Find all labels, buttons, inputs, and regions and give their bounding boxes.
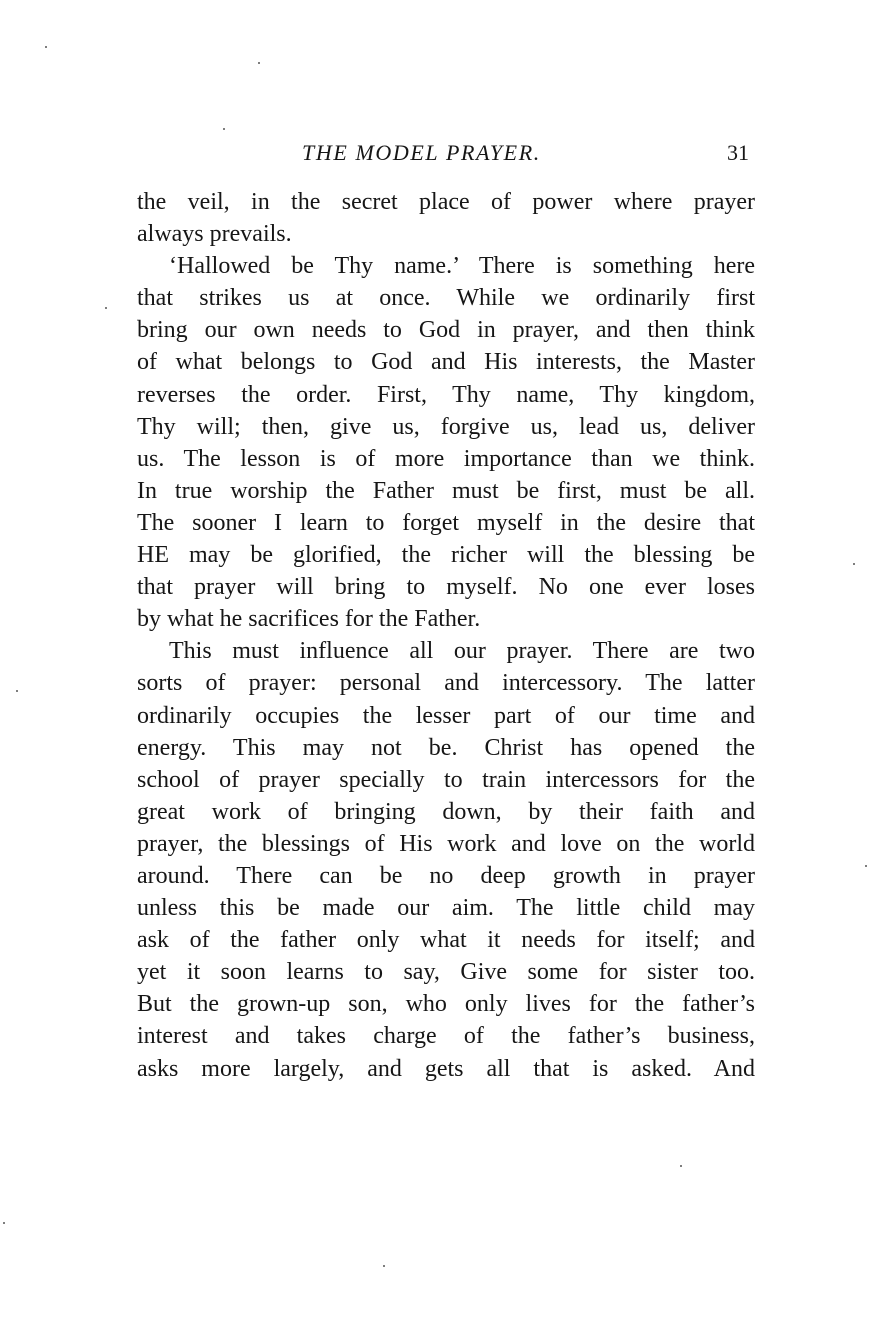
- text-line: sorts of prayer: personal and intercessory. The latter: [137, 670, 755, 697]
- paper-speck: [853, 563, 855, 565]
- body-text: [137, 186, 755, 1085]
- text-line: interest and takes charge of the father’s business,: [137, 1023, 755, 1050]
- text-line: around. There can be no deep growth in prayer: [137, 862, 755, 889]
- text-line: always prevails.: [137, 221, 292, 248]
- text-line: the veil, in the secret place of power where prayer: [137, 189, 755, 215]
- text-line: yet it soon learns to say, Give some for sister too.: [137, 959, 755, 986]
- paper-speck: [680, 1165, 682, 1167]
- text-line: energy. This may not be. Christ has opened the: [137, 734, 755, 761]
- text-line: prayer, the blessings of His work and love on the world: [137, 830, 755, 857]
- text-line: But the grown-up son, who only lives for the father’s: [137, 991, 755, 1018]
- text-line: The sooner I learn to forget myself in the desire that: [137, 509, 755, 536]
- text-line: that strikes us at once. While we ordinarily first: [137, 285, 755, 312]
- text-line: HE may be glorified, the richer will the blessing be: [137, 542, 755, 569]
- text-line: unless this be made our aim. The little child may: [137, 895, 755, 922]
- paper-speck: [45, 46, 47, 48]
- running-header: [137, 140, 751, 170]
- paper-speck: [865, 865, 867, 867]
- text-line: by what he sacrifices for the Father.: [137, 606, 481, 633]
- text-line: This must influence all our prayer. There are two: [169, 638, 755, 665]
- text-line: bring our own needs to God in prayer, and then think: [137, 317, 755, 344]
- paper-speck: [105, 307, 107, 309]
- paper-speck: [258, 62, 260, 64]
- text-line: school of prayer specially to train intercessors for the: [137, 766, 755, 793]
- text-line: ‘Hallowed be Thy name.’ There is something here: [169, 253, 755, 280]
- paper-speck: [383, 1265, 385, 1267]
- paper-speck: [223, 128, 225, 130]
- text-line: ordinarily occupies the lesser part of our time and: [137, 702, 755, 729]
- text-line: Thy will; then, give us, forgive us, lead us, deliver: [137, 413, 755, 440]
- paper-speck: [16, 690, 18, 692]
- text-line: asks more largely, and gets all that is asked. And: [137, 1055, 755, 1082]
- text-line: In true worship the Father must be first, must be all.: [137, 477, 755, 504]
- text-line: that prayer will bring to myself. No one ever loses: [137, 574, 755, 601]
- text-line: great work of bringing down, by their faith and: [137, 798, 755, 825]
- text-line: reverses the order. First, Thy name, Thy kingdom,: [137, 381, 755, 408]
- text-line: ask of the father only what it needs for itself; and: [137, 927, 755, 954]
- text-line: of what belongs to God and His interests, the Master: [137, 349, 755, 376]
- running-title: THE MODEL PRAYER.: [302, 140, 541, 165]
- text-line: us. The lesson is of more importance than we think.: [137, 445, 755, 472]
- paper-speck: [3, 1222, 5, 1224]
- page-number: 31: [727, 140, 749, 165]
